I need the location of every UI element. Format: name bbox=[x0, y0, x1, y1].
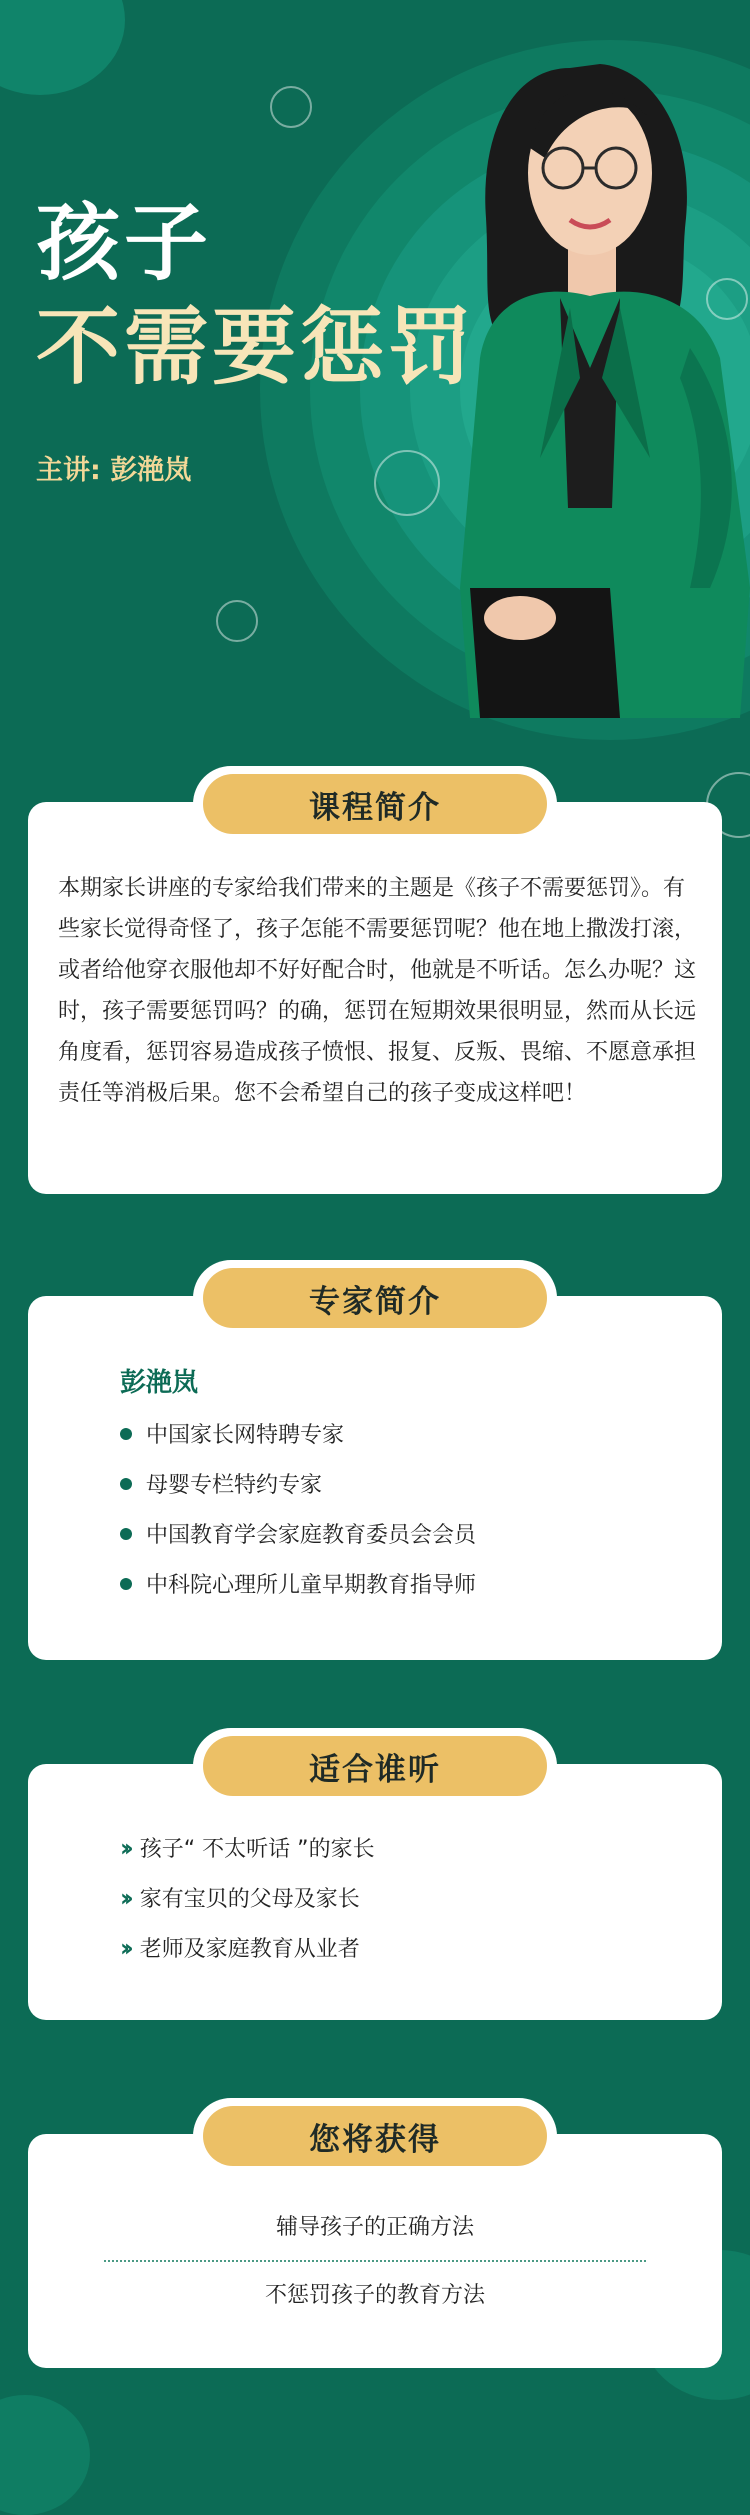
expert-credential-text: 中国家长网特聘专家 bbox=[146, 1423, 345, 1448]
hero-banner bbox=[0, 0, 750, 740]
double-chevron-icon: ›› bbox=[120, 1883, 128, 1912]
deco-ring-1 bbox=[270, 86, 312, 128]
course-intro-text: 本期家长讲座的专家给我们带来的主题是《孩子不需要惩罚》。有些家长觉得奇怪了，孩子怎能不需要惩罚呢？他在地上撒泼打滚，或者给他穿衣服他却不好好配合时，他就是不听话。怎么办呢？这时，孩子需要惩罚吗？的确，惩罚在短期效果很明显，然而从长远角度看，惩罚容易造成孩子愤恨、报复、反叛、畏缩、不愿意承担责任等消极后果。您不会希望自己的孩子变成这样吧！ bbox=[58, 876, 697, 1106]
audience-item-text: 家有宝贝的父母及家长 bbox=[139, 1887, 360, 1912]
audience-item bbox=[120, 1932, 360, 1963]
audience-item bbox=[120, 1882, 360, 1913]
audience-item bbox=[120, 1832, 375, 1863]
course-intro-card bbox=[28, 802, 722, 1194]
hero-title-line1: 孩子 bbox=[36, 194, 213, 292]
teacher-portrait bbox=[450, 28, 750, 738]
hero-title-line2: 不需要惩罚 bbox=[36, 298, 477, 396]
gain-item: 辅导孩子的正确方法 bbox=[275, 2215, 474, 2240]
bullet-dot-icon bbox=[120, 1578, 132, 1590]
deco-ring-4 bbox=[216, 600, 258, 642]
expert-credential-item bbox=[120, 1568, 476, 1599]
expert-intro-heading: 专家简介 bbox=[203, 1268, 547, 1328]
expert-intro-heading-wrap bbox=[193, 1260, 557, 1336]
expert-credential-text: 母婴专栏特约专家 bbox=[146, 1473, 323, 1498]
bullet-dot-icon bbox=[120, 1528, 132, 1540]
course-intro-heading: 课程简介 bbox=[203, 774, 547, 834]
gain-divider bbox=[104, 2260, 646, 2262]
gain-item: 不惩罚孩子的教育方法 bbox=[264, 2283, 485, 2308]
speaker-label: 主讲: 彭滟岚 bbox=[36, 455, 192, 486]
expert-credential-item bbox=[120, 1468, 322, 1499]
audience-item-text: 老师及家庭教育从业者 bbox=[139, 1937, 360, 1962]
expert-credential-text: 中国教育学会家庭教育委员会会员 bbox=[146, 1523, 477, 1548]
expert-credential-item bbox=[120, 1418, 344, 1449]
expert-credential-item bbox=[120, 1518, 476, 1549]
course-intro-heading-wrap bbox=[193, 766, 557, 842]
bullet-dot-icon bbox=[120, 1428, 132, 1440]
audience-heading: 适合谁听 bbox=[203, 1736, 547, 1796]
double-chevron-icon: ›› bbox=[120, 1933, 128, 1962]
expert-credential-text: 中科院心理所儿童早期教育指导师 bbox=[146, 1573, 477, 1598]
deco-ring-3 bbox=[374, 450, 440, 516]
gains-heading: 您将获得 bbox=[203, 2106, 547, 2166]
expert-name: 彭滟岚 bbox=[120, 1368, 199, 1398]
audience-heading-wrap bbox=[193, 1728, 557, 1804]
audience-item-text: 孩子“ 不太听话 ”的家长 bbox=[139, 1837, 375, 1862]
double-chevron-icon: ›› bbox=[120, 1833, 128, 1862]
expert-intro-card bbox=[28, 1296, 722, 1660]
bullet-dot-icon bbox=[120, 1478, 132, 1490]
corner-bubble-bottom-left bbox=[0, 2395, 90, 2515]
gains-heading-wrap bbox=[193, 2098, 557, 2174]
